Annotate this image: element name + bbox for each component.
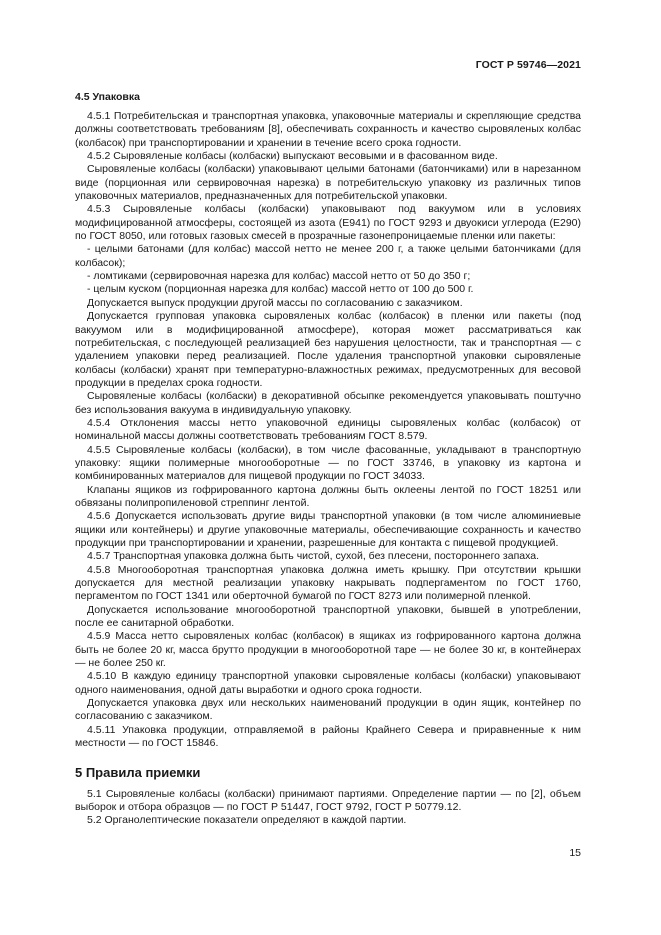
paragraph-4-5-9: 4.5.9 Масса нетто сыровяленых колбас (колбасок) в ящиках из гофрированного картона должна быть не более 20 кг, масса брутто продукции в многооборотной таре — не более 30 кг, в контейнерах — не более 250 кг.: [75, 630, 581, 670]
paragraph-4-5-2: 4.5.2 Сыровяленые колбасы (колбаски) выпускают весовыми и в фасованном виде.: [87, 150, 498, 163]
document-standard-number: ГОСТ Р 59746—2021: [475, 59, 581, 71]
paragraph-5-2: 5.2 Органолептические показатели определяют в каждой партии.: [87, 814, 407, 827]
paragraph: Допускается групповая упаковка сыровяленых колбас (колбасок) в пленки или пакеты (под вакуумом или в модифицированной атмосфере), которая может рассматриваться как потребительская, с последующей реализацией без нарушения целостности, так и транспортная — с удалением упаковки перед реализацией. После удаления транспортной упаковки сыровяленые колбасы (колбаски) хранят при температурно-влажностных режимах, предусмотренных для весовой продукции в пределах срока годности.: [75, 310, 581, 389]
list-item: - ломтиками (сервировочная нарезка для колбас) массой нетто от 50 до 350 г;: [87, 270, 471, 283]
paragraph: Допускается использование многооборотной транспортной упаковки, бывшей в употреблении, после ее санитарной обработки.: [75, 603, 581, 630]
paragraph-5-1: 5.1 Сыровяленые колбасы (колбаски) принимают партиями. Определение партии — по [2], объем выборок и отбора образцов — по ГОСТ Р 51447, ГОСТ 9792, ГОСТ Р 50779.12.: [75, 787, 581, 813]
paragraph-4-5-3: 4.5.3 Сыровяленые колбасы (колбаски) упаковывают под вакуумом или в условиях модифицированной атмосферы, состоящей из азота (Е941) по ГОСТ 9293 и двуокиси углерода (Е290) по ГОСТ 8050, или готовых газовых смесей в прозрачные газонепроницаемые пленки или пакеты:: [75, 203, 581, 243]
paragraph-4-5-8: 4.5.8 Многооборотная транспортная упаковка должна иметь крышку. При отсутствии крышки допускается для местной реализации упаковку накрывать подпергаментом по ГОСТ 1760, пергаментом по ГОСТ 1341 или оберточной бумагой по ГОСТ 8273 или полимерной пленкой.: [75, 563, 581, 603]
paragraph: Допускается выпуск продукции другой массы по согласованию с заказчиком.: [87, 296, 463, 309]
paragraph-4-5-1: 4.5.1 Потребительская и транспортная упаковка, упаковочные материалы и скрепляющие средства должны соответствовать требованиям [8], обеспечивать сохранность и качество сыровяленых колбас (колбасок) при транспортировании и хранении в течение всего срока годности.: [75, 110, 581, 149]
paragraph: Клапаны ящиков из гофрированного картона должны быть оклеены лентой по ГОСТ 18251 или обвязаны полипропиленовой стреппинг лентой.: [75, 483, 581, 509]
paragraph: Допускается упаковка двух или нескольких наименований продукции в один ящик, контейнер по согласованию с заказчиком.: [75, 697, 581, 723]
paragraph-4-5-11: 4.5.11 Упаковка продукции, отправляемой в районы Крайнего Севера и приравненные к ним местности — по ГОСТ 15846.: [75, 723, 581, 750]
paragraph-4-5-7: 4.5.7 Транспортная упаковка должна быть чистой, сухой, без плесени, постороннего запаха.: [87, 550, 540, 563]
paragraph: Сыровяленые колбасы (колбаски) упаковывают целыми батонами (батончиками) или в нарезанном виде (порционная или сервировочная нарезка) в потребительскую упаковку из различных типов упаковочных материалов, предназначенных для потребительской упаковки.: [75, 163, 581, 203]
list-item: - целым куском (порционная нарезка для колбас) массой нетто от 100 до 500 г.: [87, 283, 474, 296]
paragraph: Сыровяленые колбасы (колбаски) в декоративной обсыпке рекомендуется упаковывать поштучно без использования вакуума в индивидуальную упаковку.: [75, 390, 581, 416]
paragraph-4-5-6: 4.5.6 Допускается использовать другие виды транспортной упаковки (в том числе алюминиевые ящики или контейнеры) и другие упаковочные материалы, обеспечивающие сохранность и качество продукции при транспортировании и хранении, разрешенные для контакта с пищевой продукцией.: [75, 510, 581, 549]
page-content: [75, 91, 581, 828]
page-number: 15: [569, 847, 581, 859]
section-title-acceptance-rules: 5 Правила приемки: [75, 764, 201, 780]
list-item: - целыми батонами (для колбас) массой нетто не менее 200 г, а также целыми батончиками (для колбасок);: [75, 243, 581, 269]
paragraph-4-5-5: 4.5.5 Сыровяленые колбасы (колбаски), в том числе фасованные, укладывают в транспортную упаковку: ящики полимерные многооборотные — по ГОСТ 33746, в упаковку из картона и комбинированных материалов для пищевой продукции по ГОСТ 34033.: [75, 443, 581, 483]
subsection-title-packaging: 4.5 Упаковка: [75, 91, 140, 103]
paragraph-4-5-10: 4.5.10 В каждую единицу транспортной упаковки сыровяленые колбасы (колбаски) упаковывают одного наименования, одной даты выработки и одного срока годности.: [75, 670, 581, 696]
paragraph-4-5-4: 4.5.4 Отклонения массы нетто упаковочной единицы сыровяленых колбас (колбасок) от номинальной массы должны соответствовать требованиям ГОСТ 8.579.: [75, 416, 581, 443]
